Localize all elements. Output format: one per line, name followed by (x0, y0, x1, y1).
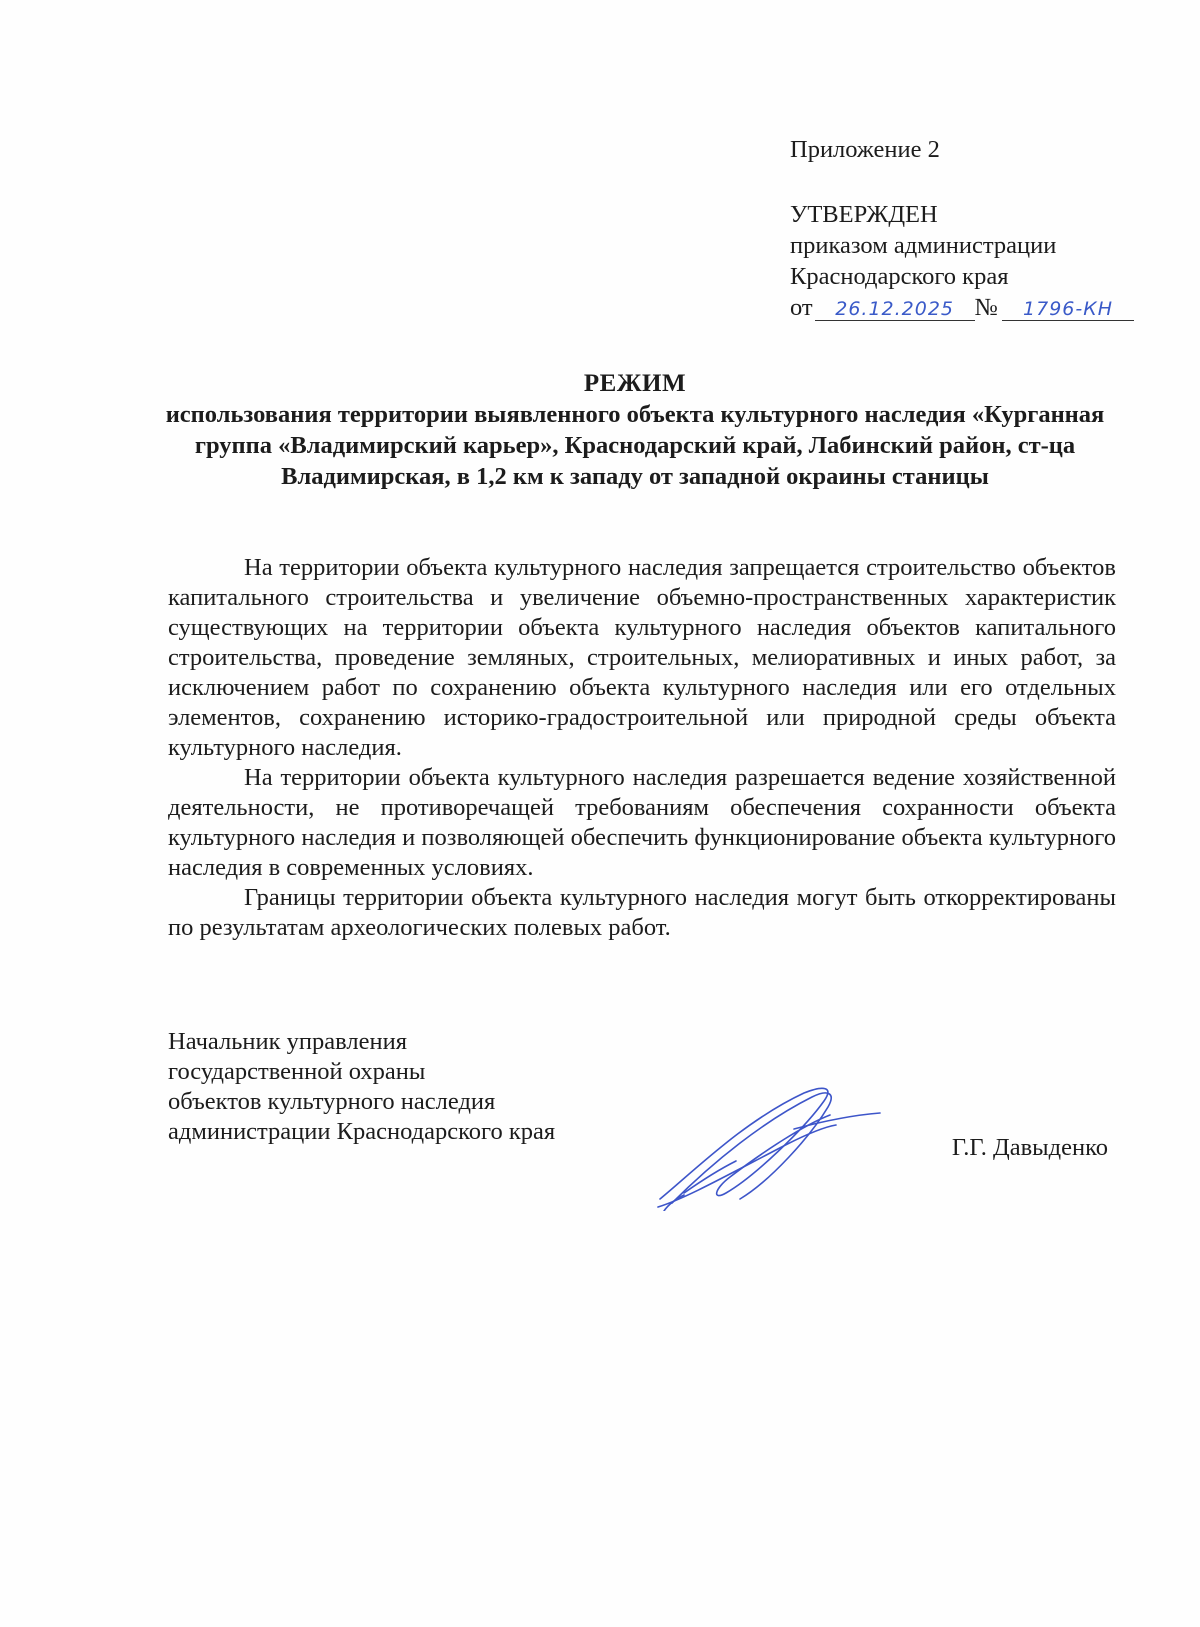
signature-block (168, 1027, 1116, 1187)
approved-by-line: приказом администрации (790, 232, 1057, 259)
handwritten-date: 26.12.2025 (815, 298, 975, 321)
signatory-position-line: государственной охраны (168, 1058, 426, 1085)
approved-region-line: Краснодарского края (790, 263, 1009, 290)
date-prefix: от (790, 294, 813, 321)
number-prefix: № (974, 294, 999, 321)
body-paragraph: Границы территории объекта культурного наследия могут быть откорректированы по результатам археологических полевых работ. (168, 884, 1116, 941)
document-body (168, 553, 1116, 943)
order-date-number-line (790, 292, 1134, 323)
title-subtitle: использования территории выявленного объекта культурного наследия «Курганная группа «Владимирский карьер», Краснодарский край, Лабинский район, ст-ца Владимирская, в 1,2 км к западу от западной окраины станицы (165, 401, 1105, 490)
signatory-position-line: объектов культурного наследия (168, 1088, 496, 1115)
document-title (165, 368, 1105, 492)
handwritten-order-number: 1796-КН (1002, 298, 1134, 321)
approved-label: УТВЕРЖДЕН (790, 201, 938, 228)
signatory-position-line: Начальник управления (168, 1028, 407, 1055)
signatory-name: Г.Г. Давыденко (951, 1134, 1108, 1161)
signatory-position (168, 1027, 555, 1147)
title-heading: РЕЖИМ (583, 370, 687, 397)
annex-label: Приложение 2 (790, 136, 940, 163)
body-paragraph: На территории объекта культурного наследия разрешается ведение хозяйственной деятельности, не противоречащей требованиям обеспечения сохранности объекта культурного наследия и позволяющей обеспечить функционирование объекта культурного наследия в современных условиях. (168, 764, 1116, 881)
approval-block (790, 134, 1134, 323)
signatory-position-line: администрации Краснодарского края (168, 1118, 556, 1145)
body-paragraph: На территории объекта культурного наследия запрещается строительство объектов капитального строительства и увеличение объемно-пространственных характеристик существующих на территории объекта культурного наследия объектов капитального строительства, проведение земляных, строительных, мелиоративных и иных работ, за исключением работ по сохранению объекта культурного наследия или его отдельных элементов, сохранению историко-градостроительной или природной среды объекта культурного наследия. (168, 554, 1116, 761)
handwritten-signature-icon (654, 1081, 884, 1211)
